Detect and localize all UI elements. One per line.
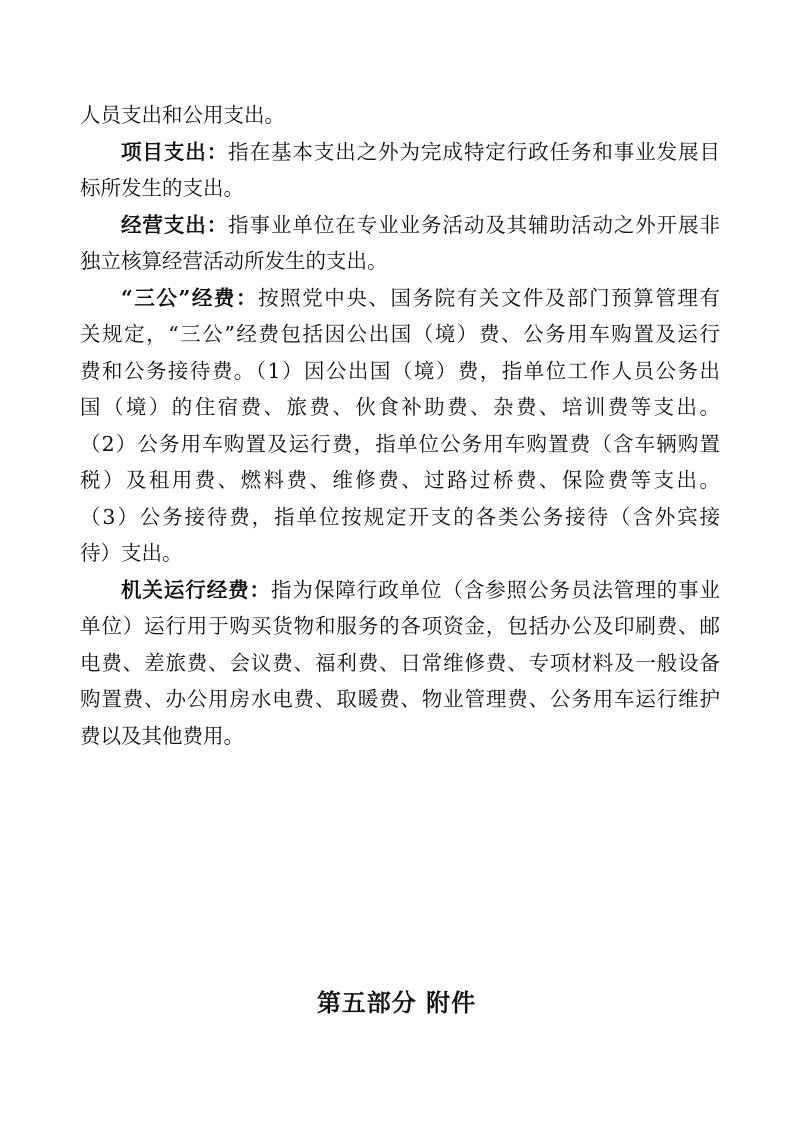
text-line (80, 134, 720, 171)
text-line (80, 280, 720, 317)
line-text: 费和公务接待费。（1）因公出国（境）费，指单位工作人员公务出 (80, 358, 720, 383)
term-definition: 指事业单位在专业业务活动及其辅助活动之外开展非 (228, 212, 721, 237)
text-line (80, 572, 720, 609)
line-text: 国（境）的住宿费、旅费、伙食补助费、杂费、培训费等支出。 (80, 395, 720, 419)
line-text: 税）及租用费、燃料费、维修费、过路过桥费、保险费等支出。 (80, 468, 720, 492)
text-line (80, 462, 720, 499)
text-line (80, 316, 720, 353)
line-text: 关规定，“三公”经费包括因公出国（境）费、公务用车购置及运行 (80, 322, 720, 346)
text-line (80, 353, 720, 390)
term-definition: 按照党中央、国务院有关文件及部门预算管理有 (258, 285, 720, 310)
text-line (80, 426, 720, 463)
text-line (80, 170, 720, 207)
term-label: 经营支出： (121, 212, 229, 237)
line-text: 独立核算经营活动所发生的支出。 (80, 249, 388, 273)
body-text (80, 97, 720, 754)
term-definition: 指在基本支出之外为完成特定行政任务和事业发展目 (228, 139, 721, 164)
text-line (80, 535, 720, 572)
line-text: （2）公务用车购置及运行费，指单位公务用车购置费（含车辆购置 (80, 431, 720, 456)
text-line (80, 645, 720, 682)
text-line (80, 681, 720, 718)
line-text: 待）支出。 (80, 541, 183, 565)
term-label: 机关运行经费： (121, 577, 271, 602)
line-text: 费以及其他费用。 (80, 723, 244, 748)
line-text: 标所发生的支出。 (80, 176, 244, 200)
section-title: 第五部分 附件 (316, 989, 477, 1017)
text-line (80, 718, 720, 755)
term-label: “三公”经费： (121, 285, 259, 310)
text-line (80, 97, 720, 134)
text-line (80, 389, 720, 426)
line-text: 人员支出和公用支出。 (80, 103, 285, 127)
text-line (80, 207, 720, 244)
line-text: 单位）运行用于购买货物和服务的各项资金，包括办公及印刷费、邮 (80, 614, 720, 638)
term-label: 项目支出： (121, 139, 229, 164)
line-text: 购置费、办公用房水电费、取暖费、物业管理费、公务用车运行维护 (80, 687, 720, 711)
line-text: （3）公务接待费，指单位按规定开支的各类公务接待（含外宾接 (80, 504, 720, 529)
line-text: 电费、差旅费、会议费、福利费、日常维修费、专项材料及一般设备 (80, 650, 720, 675)
text-line (80, 608, 720, 645)
text-line (80, 499, 720, 536)
term-definition: 指为保障行政单位（含参照公务员法管理的事业 (270, 577, 721, 602)
text-line (80, 243, 720, 280)
